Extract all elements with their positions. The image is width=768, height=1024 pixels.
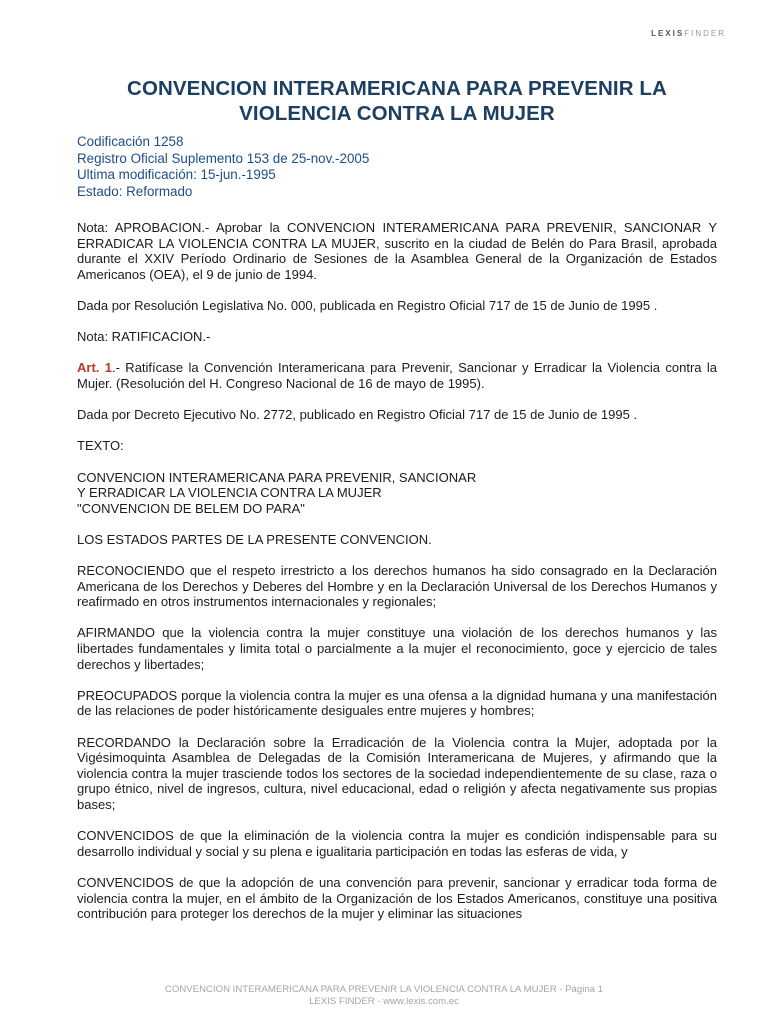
paragraph-nota-ratificacion: Nota: RATIFICACION.- — [77, 329, 211, 345]
paragraph-texto: TEXTO: — [77, 438, 124, 454]
meta-codificacion: Codificación 1258 — [77, 134, 184, 149]
paragraph-dada-decreto: Dada por Decreto Ejecutivo No. 2772, publicado en Registro Oficial 717 de 15 de Junio de 1995 . — [77, 407, 638, 423]
paragraph-afirmando: AFIRMANDO que la violencia contra la mujer constituye una violación de los derechos humanos y las libertades fundamentales y limita total o parcialmente a la mujer el reconocimiento, goce y ejercicio de tales derechos y libertades; — [77, 625, 717, 672]
document-page — [77, 76, 717, 937]
document-title — [77, 76, 717, 126]
document-body — [77, 220, 717, 922]
meta-estado: Estado: Reformado — [77, 183, 193, 199]
convention-name-line-3: "CONVENCION DE BELEM DO PARA" — [77, 500, 305, 516]
article-1-label: Art. 1 — [77, 360, 112, 376]
paragraph-convention-name — [77, 470, 717, 517]
paragraph-convencidos-2: CONVENCIDOS de que la adopción de una convención para prevenir, sancionar y erradicar toda forma de violencia contra la mujer, en el ámbito de la Organización de los Estados Americanos, constituye una positiva contribución para proteger los derechos de la mujer y eliminar las situaciones — [77, 874, 717, 922]
paragraph-reconociendo: RECONOCIENDO que el respeto irrestricto a los derechos humanos ha sido consagrado en la Declaración Americana de los Derechos y Deberes del Hombre y en la Declaración Universal de los Derechos Humanos y reafirmado en otros instrumentos internacionales y regionales; — [77, 563, 717, 610]
meta-ultima-modificacion: Ultima modificación: 15-jun.-1995 — [77, 167, 276, 182]
paragraph-convencidos-1: CONVENCIDOS de que la eliminación de la violencia contra la mujer es condición indispensable para su desarrollo individual y social y su plena e igualitaria participación en todas las esferas de vida, y — [77, 828, 717, 859]
convention-name-line-2: Y ERRADICAR LA VIOLENCIA CONTRA LA MUJER — [77, 485, 382, 501]
footer-site: LEXIS FINDER - www.lexis.com.ec — [309, 995, 459, 1007]
footer-page-info: CONVENCION INTERAMERICANA PARA PREVENIR LA VIOLENCIA CONTRA LA MUJER - Página 1 — [164, 984, 604, 995]
paragraph-estados-partes: LOS ESTADOS PARTES DE LA PRESENTE CONVENCION. — [77, 531, 432, 547]
paragraph-nota-aprobacion: Nota: APROBACION.- Aprobar la CONVENCION INTERAMERICANA PARA PREVENIR, SANCIONAR Y ERRADICAR LA VIOLENCIA CONTRA LA MUJER, suscrito en la ciudad de Belén do Para Brasil, aprobada durante el XXIV Período Ordinario de Sesiones de la Asamblea General de la Organización de Estados Americanos (OEA), el 9 de junio de 1994. — [77, 220, 717, 282]
brand-logo-part1: LEXIS — [651, 29, 685, 38]
brand-logo — [651, 29, 726, 38]
article-1-text: .- Ratifícase la Convención Interamericana para Prevenir, Sancionar y Erradicar la Violencia contra la Mujer. (Resolución del H. Congreso Nacional de 16 de mayo de 1995). — [77, 360, 717, 391]
title-line-2: VIOLENCIA CONTRA LA MUJER — [239, 102, 555, 125]
brand-logo-part2: FINDER — [684, 29, 726, 38]
convention-name-line-1: CONVENCION INTERAMERICANA PARA PREVENIR, SANCIONAR — [77, 469, 477, 485]
meta-registro-oficial: Registro Oficial Suplemento 153 de 25-nov.-2005 — [77, 150, 370, 166]
title-line-1: CONVENCION INTERAMERICANA PARA PREVENIR LA — [127, 77, 667, 100]
page-footer — [0, 984, 768, 1007]
paragraph-recordando: RECORDANDO la Declaración sobre la Erradicación de la Violencia contra la Mujer, adoptada por la Vigésimoquinta Asamblea de Delegadas de la Comisión Interamericana de Mujeres, y afirmando que la violencia contra la mujer trasciende todos los sectores de la sociedad independientemente de su clase, raza o grupo étnico, nivel de ingresos, cultura, nivel educacional, edad o religión y afecta negativamente sus propias bases; — [77, 734, 717, 812]
document-metadata — [77, 134, 717, 200]
paragraph-article-1 — [77, 360, 717, 391]
paragraph-preocupados: PREOCUPADOS porque la violencia contra la mujer es una ofensa a la dignidad humana y una manifestación de las relaciones de poder históricamente desiguales entre mujeres y hombres; — [77, 687, 717, 719]
paragraph-dada-resolucion: Dada por Resolución Legislativa No. 000, publicada en Registro Oficial 717 de 15 de Junio de 1995 . — [77, 297, 658, 313]
